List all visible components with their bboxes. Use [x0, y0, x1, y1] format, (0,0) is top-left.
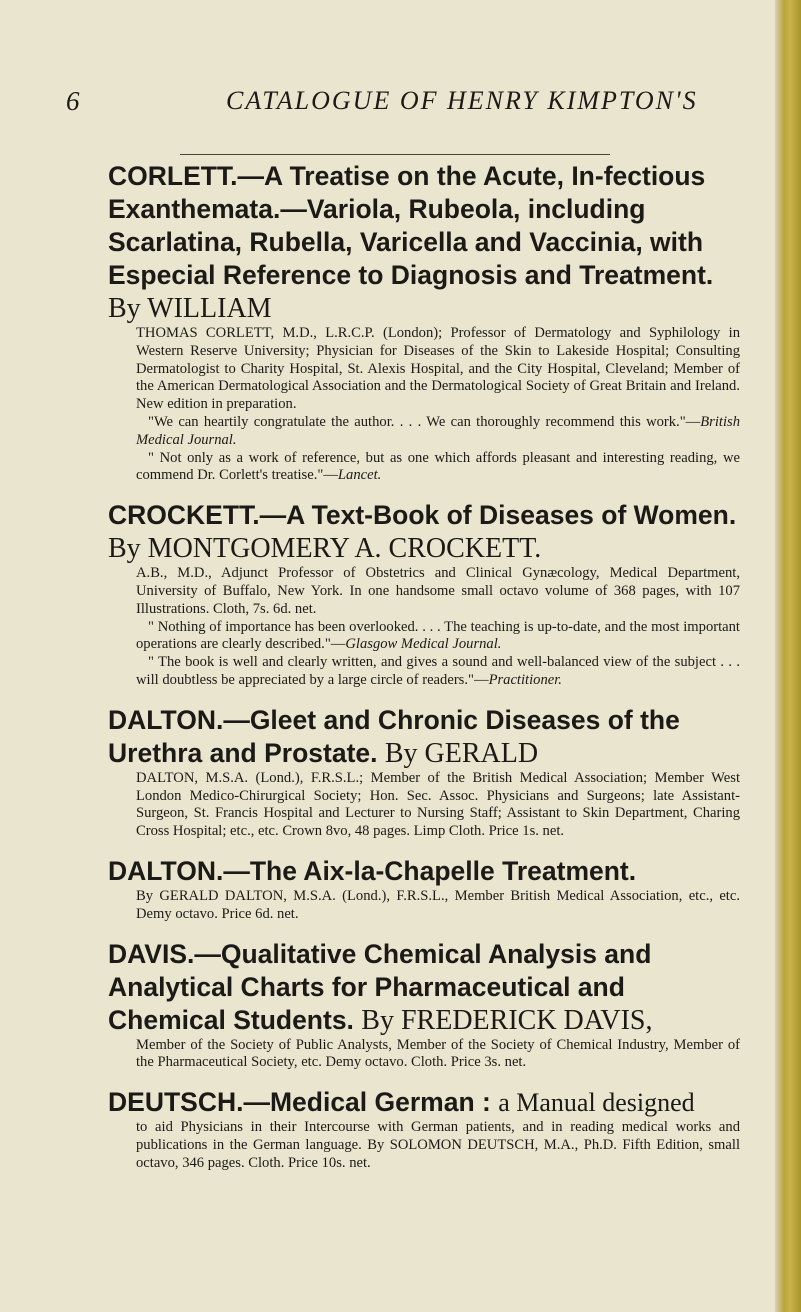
- entry-description: A.B., M.D., Adjunct Professor of Obstetrics and Clinical Gynæcology, Medical Department, University of Buffalo, New York. In one handsome small octavo volume of 368 pages, with 107 Illustrations. Cloth, 7s. 6d. net.: [136, 565, 740, 617]
- entry-description: THOMAS CORLETT, M.D., L.R.C.P. (London); Professor of Dermatology and Syphilology in Western Reserve University; Physician for Diseases of the Skin to Lakeside Hospital; Consulting Dermatologist to Charity Hospital, St. Alexis Hospital, and the City Hospital, Cleveland; Member of the American Dermatological Association and the Dermatological Society of Great Britain and Ireland. New edition in preparation.: [136, 325, 740, 413]
- catalogue-entry: [108, 160, 740, 485]
- page-number: 6: [66, 86, 80, 116]
- entry-title: DALTON.—Gleet and Chronic Diseases of the Urethra and Prostate. By GERALD: [108, 704, 680, 769]
- entry-title: DEUTSCH.—Medical German : a Manual designed: [108, 1087, 695, 1118]
- entry-title: DAVIS.—Qualitative Chemical Analysis and Analytical Charts for Pharmaceutical and Chemical Students. By FREDERICK DAVIS,: [108, 938, 653, 1036]
- catalogue-entry: [108, 855, 740, 924]
- review-quote: " The book is well and clearly written, and gives a sound and well-balanced view of the subject . . . will doubtless be appreciated by a large circle of readers."—Practitioner.: [136, 654, 740, 688]
- entry-subtitle: a Manual designed: [498, 1088, 695, 1118]
- entry-author: By FREDERICK DAVIS,: [361, 1004, 653, 1036]
- review-source: British Medical Journal.: [136, 413, 740, 448]
- review-source: Practitioner.: [488, 671, 562, 688]
- catalogue-entry: [108, 499, 740, 690]
- header-rule: [180, 154, 610, 155]
- entry-title: CROCKETT.—A Text-Book of Diseases of Women. By MONTGOMERY A. CROCKETT.: [108, 500, 737, 565]
- entry-description: Member of the Society of Public Analysts, Member of the Society of Chemical Industry, Member of the Pharmaceutical Society, etc. Demy octavo. Cloth. Price 3s. net.: [136, 1036, 740, 1071]
- entry-title: DALTON.—The Aix-la-Chapelle Treatment.: [108, 855, 637, 886]
- catalogue-entry: [108, 938, 740, 1073]
- review-quote: " Nothing of importance has been overlooked. . . . The teaching is up-to-date, and the most important operations are clearly described."—Glasgow Medical Journal.: [136, 618, 740, 653]
- catalogue-entry: [108, 1086, 740, 1172]
- entry-description: DALTON, M.S.A. (Lond.), F.R.S.L.; Member of the British Medical Association; Member West London Medico-Chirurgical Society; Hon. Sec. Assoc. Physicians and Surgeons; late Assistant-Surgeon, St. Francis Hospital and Lecturer to Nursing Staff; Assistant to Skin Department, Charing Cross Hospital; etc., etc. Crown 8vo, 48 pages. Limp Cloth. Price 1s. net.: [136, 769, 740, 840]
- entry-author: By GERALD: [384, 737, 539, 769]
- running-header: [66, 86, 716, 126]
- catalogue-entries: [108, 160, 740, 1187]
- book-spine-edge: [775, 0, 801, 1312]
- entry-description: By GERALD DALTON, M.S.A. (Lond.), F.R.S.L., Member British Medical Association, etc., etc. Demy octavo. Price 6d. net.: [136, 887, 740, 922]
- entry-author: By MONTGOMERY A. CROCKETT.: [108, 533, 542, 565]
- review-source: Glasgow Medical Journal.: [345, 636, 502, 653]
- review-source: Lancet.: [337, 467, 382, 484]
- catalogue-entry: [108, 704, 740, 841]
- entry-title: CORLETT.—A Treatise on the Acute, In-fectious Exanthemata.—Variola, Rubeola, including Scarlatina, Rubella, Varicella and Vaccinia, with Especial Reference to Diagnosis and Treatment. By WILLIAM: [108, 161, 714, 324]
- running-title: CATALOGUE OF HENRY KIMPTON'S: [226, 86, 698, 115]
- entry-description: to aid Physicians in their Intercourse with German patients, and in reading medical works and publications in the German language. By SOLOMON DEUTSCH, M.A., Ph.D. Fifth Edition, small octavo, 346 pages. Cloth. Price 10s. net.: [136, 1119, 740, 1171]
- review-quote: " Not only as a work of reference, but as one which affords pleasant and interesting reading, we commend Dr. Corlett's treatise."—Lancet.: [136, 449, 740, 484]
- entry-author: By WILLIAM: [108, 293, 272, 324]
- review-quote: "We can heartily congratulate the author. . . . We can thoroughly recommend this work."—British Medical Journal.: [136, 413, 740, 448]
